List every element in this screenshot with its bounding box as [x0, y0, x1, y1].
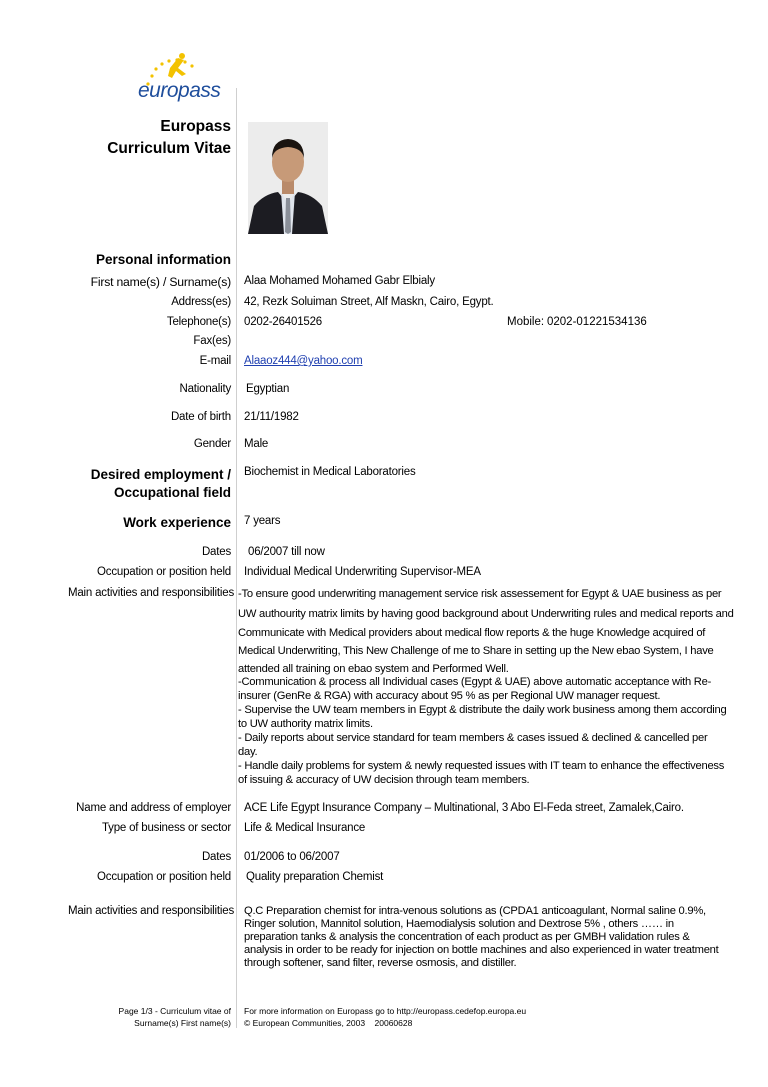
desired-employment-value: Biochemist in Medical Laboratories — [244, 466, 416, 478]
job1-activities-label: Main activities and responsibilities — [67, 587, 234, 599]
person-photo-icon — [248, 122, 328, 234]
telephone-label: Telephone(s) — [166, 316, 231, 328]
address-label: Address(es) — [171, 296, 231, 308]
job2-dates-value: 01/2006 to 06/2007 — [244, 851, 340, 863]
job1-activity-line: attended all training on ebao system and Performed Well. — [238, 663, 509, 675]
work-experience-heading: Work experience — [123, 515, 231, 530]
job1-employer-value: ACE Life Egypt Insurance Company – Multinational, 3 Abo El-Feda street, Zamalek,Cairo. — [244, 802, 684, 814]
job1-business-value: Life & Medical Insurance — [244, 822, 366, 834]
job1-activity-line: - Supervise the UW team members in Egypt & distribute the daily work business among them according — [238, 704, 727, 716]
job1-activity-line: UW authourity matrix limits by having good background about Underwriting rules and medical reports and — [238, 608, 734, 620]
footer-left-line1: Page 1/3 - Curriculum vitae of — [118, 1006, 231, 1016]
job1-activity-line: Communicate with Medical providers about medical flow reports & the huge Knowledge acquired of — [238, 627, 706, 639]
europass-logo — [130, 52, 230, 104]
job1-activity-line: - Handle daily problems for system & newly requested issues with IT team to enhance the effectiveness — [238, 760, 725, 772]
footer-right-line1: For more information on Europass go to http://europass.cedefop.europa.eu — [244, 1006, 527, 1016]
dob-label: Date of birth — [170, 411, 231, 423]
job2-dates-label: Dates — [201, 851, 231, 863]
applicant-photo — [248, 122, 328, 234]
nationality-value: Egyptian — [246, 383, 290, 395]
job2-occupation-label: Occupation or position held — [97, 871, 231, 883]
cv-title-line2: Curriculum Vitae — [107, 140, 231, 157]
job1-occupation-value: Individual Medical Underwriting Supervisor-MEA — [244, 566, 481, 578]
job2-activities-label: Main activities and responsibilities — [67, 905, 234, 917]
job1-activity-line: -To ensure good underwriting management service risk assessement for Egypt & UAE business as per — [238, 588, 722, 600]
job2-activities — [244, 905, 734, 970]
footer-right-line2: © European Communities, 2003 20060628 — [244, 1018, 413, 1028]
gender-label: Gender — [193, 438, 231, 450]
desired-employment-heading-line1: Desired employment / — [90, 467, 231, 482]
job1-occupation-label: Occupation or position held — [97, 566, 231, 578]
mobile-label: Mobile: — [507, 316, 545, 328]
job1-dates-label: Dates — [201, 546, 231, 558]
gender-value: Male — [244, 438, 269, 450]
email-label: E-mail — [199, 355, 231, 367]
nationality-label: Nationality — [179, 383, 231, 395]
mobile-value: 0202-01221534136 — [547, 316, 647, 328]
job1-activity-line: to UW authority matrix limits. — [238, 718, 373, 730]
job2-activity-line: analysis in order to be ready for injection on bottle machines and also experienced in water treatment — [244, 944, 719, 956]
job1-activity-line: Medical Underwriting, This New Challenge of me to Share in setting up the New ebao System, I have — [238, 645, 714, 657]
job1-activities — [238, 587, 738, 788]
name-value: Alaa Mohamed Mohamed Gabr Elbialy — [244, 275, 435, 287]
job1-activity-line: insurer (GenRe & RGA) with accuracy about 95 % as per Regional UW manager request. — [238, 690, 661, 702]
job2-occupation-value: Quality preparation Chemist — [246, 871, 384, 883]
job2-activity-line: preparation tanks & analysis the concentration of each product as per GMBH validation rules & — [244, 931, 690, 943]
job2-activity-line: Q.C Preparation chemist for intra-venous solutions as (CPDA1 anticoagulant, Normal saline 0.9%, — [244, 905, 706, 917]
dob-value: 21/11/1982 — [244, 411, 299, 423]
europass-logo-text: europass — [138, 79, 221, 102]
column-divider — [236, 88, 237, 1028]
fax-label: Fax(es) — [193, 335, 231, 347]
name-label: First name(s) / Surname(s) — [90, 275, 231, 289]
email-value-wrap — [244, 355, 362, 367]
desired-employment-heading-line2: Occupational field — [113, 485, 231, 500]
work-experience-years: 7 years — [244, 515, 281, 527]
email-link[interactable]: Alaaoz444@yahoo.com — [244, 355, 363, 367]
job1-activity-line: of issuing & accuracy of UW decision through team members. — [238, 774, 530, 786]
telephone-value: 0202-26401526 — [244, 316, 322, 328]
job1-activity-line: - Daily reports about service standard for team members & cases issued & declined & cancelled per — [238, 732, 708, 744]
job1-business-label: Type of business or sector — [101, 822, 231, 834]
personal-info-heading: Personal information — [95, 252, 231, 267]
job2-activity-line: through softener, sand filter, reverse osmosis, and distiller. — [244, 957, 517, 969]
footer-left-line2: Surname(s) First name(s) — [134, 1018, 231, 1028]
job1-activity-line: -Communication & process all Individual cases (Egypt & UAE) above automatic acceptance with Re- — [238, 676, 712, 688]
job1-activity-line: day. — [238, 746, 258, 758]
job1-dates-value: 06/2007 till now — [248, 546, 325, 558]
address-value: 42, Rezk Soluiman Street, Alf Maskn, Cairo, Egypt. — [244, 296, 494, 308]
job2-activity-line: Ringer solution, Mannitol solution, Haemodialysis solution and Dextrose 5% , others …… in — [244, 918, 674, 930]
job1-employer-label: Name and address of employer — [76, 802, 231, 814]
cv-title-line1: Europass — [160, 118, 231, 135]
